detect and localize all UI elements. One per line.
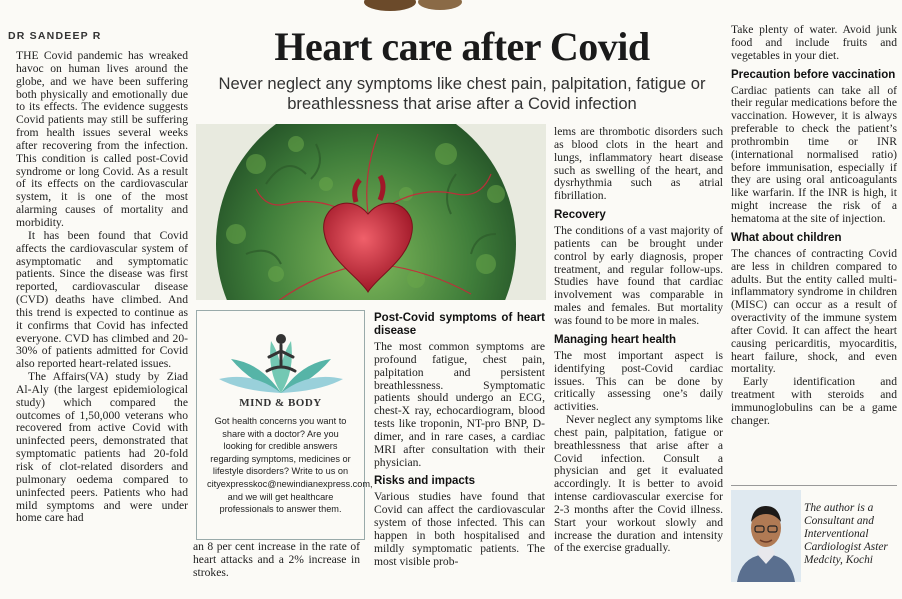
paragraph: lems are thrombotic disorders such as blood clots in the heart and lungs, inflammatory heart disease such as swelling of the heart, and dysrhythmia such as atrial fibrillation. [554, 125, 723, 203]
paragraph: THE Covid pandemic has wreaked havoc on human lives around the globe, and we have been suffering both physically and emotionally due to its effects. The evidence suggests Covid patients may still be suffering from health issues several weeks after recovering from the infection. This condition is called post-Covid syndrome or long Covid. As a result of its effects on the cardiovascular system, it is one of the most alarming causes of mortality and morbidity. [16, 49, 188, 229]
column-2-continuation [193, 541, 360, 580]
author-portrait-icon [731, 490, 801, 582]
paragraph: Various studies have found that Covid can affect the cardiovascular system of those infected. This can happen in both hospitalised and mildly symptomatic patients. The most visible prob- [374, 490, 545, 568]
mind-body-box [196, 310, 373, 540]
author-portrait [731, 490, 801, 582]
paragraph: Take plenty of water. Avoid junk food and include fruits and vegetables in your diet. [731, 23, 897, 62]
subheading: Post-Covid symptoms of heart disease [374, 312, 545, 337]
byline: DR SANDEEP R [8, 30, 102, 42]
paragraph: The most important aspect is identifying post-Covid cardiac issues. This can be done by critically assessing one’s daily activities. [554, 348, 723, 414]
virus-heart-icon [196, 124, 546, 300]
paragraph: The most common symptoms are profound fatigue, chest pain, palpitation and persistent breathlessness. Symptomatic patients should undergo an ECG, chest-X ray, echocardiogram, blood tests like troponin, NT-pro BNP, D-dimer, and in rare cases, a cardiac MRI after consultation with their physician. [374, 340, 545, 469]
paragraph: Early identification and treatment with steroids and immunoglobulins can be a game changer. [731, 375, 897, 427]
column-1 [16, 50, 188, 525]
subheading: Risks and impacts [374, 475, 475, 488]
paragraph: The conditions of a vast majority of patients can be brought under control by early diagnosis, proper treatment, and regular follow-ups. Studies have found that cardiac involvement was comparable in males and females. But mortality was found to be more in males. [554, 224, 723, 327]
subheading: Managing heart health [554, 333, 677, 346]
top-image-fragment [330, 0, 490, 12]
mind-body-logo-text: MIND & BODY [239, 397, 322, 409]
paragraph: Cardiac patients can take all of their regular medications before the vaccination. However, it is always preferable to check the patient’s prothrombin time or INR (international normalised ratio) before immunisation, especially if they are using oral anticoagulants like warfarin. If the INR is high, it might increase the risk of a hematoma at the site of injection. [731, 83, 897, 225]
author-note: The author is a Consultant and Interventional Cardiologist Aster Medcity, Kochi [804, 502, 888, 566]
subheading: What about children [731, 231, 842, 244]
virus-heart-illustration [196, 124, 546, 300]
subheading: Precaution before vaccination [731, 68, 896, 81]
standfirst: Never neglect any symptoms like chest pain, palpitation, fatigue or breathlessness that arise after a Covid infection [218, 74, 706, 113]
headline: Heart care after Covid [274, 24, 650, 69]
divider [731, 485, 897, 486]
paragraph: Never neglect any symptoms like chest pain, palpitation, fatigue or breathlessness that arise after a Covid infection. Consult a physician and get it evaluated accordingly. It is better to avoid intense cardiovascular exercise for 2-3 months after the Covid illness. Start your workout slowly and increase the duration and intensity of the exercise gradually. [554, 413, 723, 555]
paragraph: The chances of contracting Covid are less in children compared to adults. But the entity called multi-inflammatory syndrome in children (MISC) can occur as a result of overactivity of the immune system after Covid. It can affect the heart causing pericarditis, myocarditis, heart failure, shock, and even mortality. [731, 246, 897, 376]
subheading: Recovery [554, 209, 606, 222]
paragraph: an 8 per cent increase in the rate of heart attacks and a 2% increase in strokes. [193, 540, 360, 579]
mind-body-text: Got health concerns you want to share with a doctor? Are you looking for credible answers regarding symptoms, medicines or lifestyle disorders? Write to us on cityexpresskoc@newindianexpress.com, and we will get healthcare professionals to answer them. [207, 416, 373, 515]
author-box [731, 490, 897, 582]
lotus-yoga-icon [217, 319, 345, 401]
column-5 [731, 24, 897, 428]
column-4 [554, 126, 723, 555]
column-3 [374, 312, 545, 569]
paragraph: It has been found that Covid affects the cardiovascular system of asymptomatic and symptomatic patients. Since the disease was first reported, cardiovascular disease (CVD) deaths have climbed. And this trend is expected to continue as it confirms that Covid has infected everyone. CVD has climbed and 20-30% of patients admitted for Covid also reported heart-related issues. [16, 228, 188, 371]
paragraph: The Affairs(VA) study by Ziad Al-Aly (the largest epidemiological study) which compared the outcomes of 1,50,000 veterans who recovered from active Covid with uninfected peers, demonstrated that symptomatic patients had 20-fold risk of clot-related disorders and pulmonary oedema compared to uninfected peers. Patients who had mild symptoms and were under home care had [16, 370, 188, 525]
